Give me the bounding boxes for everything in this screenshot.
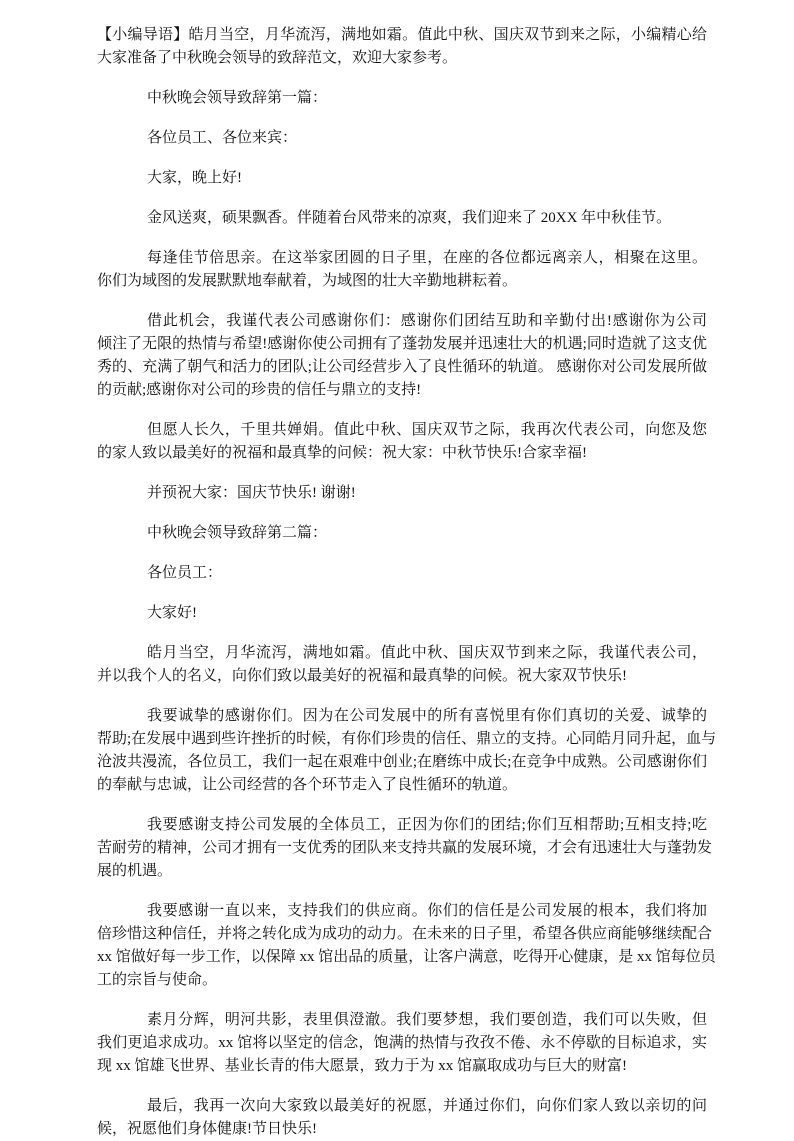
text-line: 素月分辉，明河共影，表里俱澄澈。我们要梦想，我们要创造，我们可以失败，但 <box>147 1012 707 1028</box>
text-line: 大家准备了中秋晚会领导的致辞范文，欢迎大家参考。 <box>97 50 458 66</box>
text-line: 帮助;在发展中遇到些许挫折的时候，有你们珍贵的信任、鼎立的支持。心同皓月同升起，血与 <box>97 731 717 747</box>
paragraph <box>97 705 717 797</box>
paragraph <box>97 900 716 992</box>
text-line: 中秋晚会领导致辞第一篇： <box>147 90 328 106</box>
paragraph <box>97 167 707 190</box>
text-line: 并预祝大家：国庆节快乐! 谢谢! <box>147 485 356 501</box>
text-line: 最后，我再一次向大家致以最美好的祝愿，并通过你们，向你们家人致以亲切的问 <box>147 1098 707 1114</box>
text-line: 但愿人长久，千里共婵娟。值此中秋、国庆双节之际，我再次代表公司，向您及您 <box>147 422 707 438</box>
paragraph <box>97 562 707 585</box>
text-line: 我们更追求成功。xx 馆将以坚定的信念，饱满的热情与孜孜不倦、永不停歇的目标追求，实 <box>97 1035 707 1051</box>
paragraph <box>97 1009 707 1078</box>
paragraph <box>97 87 707 110</box>
text-line: 各位员工： <box>147 565 223 581</box>
text-line: 候，祝愿他们身体健康!节日快乐! <box>97 1121 317 1137</box>
text-line: 秀的、充满了朝气和活力的团队;让公司经营步入了良性循环的轨道。 感谢你对公司发展所做 <box>97 359 707 375</box>
text-line: 苦耐劳的精神，公司才拥有一支优秀的团队来支持共赢的发展环境，才会有迅速壮大与蓬勃发 <box>97 840 713 856</box>
paragraph <box>97 642 707 688</box>
text-line: 的贡献;感谢你对公司的珍贵的信任与鼎立的支持! <box>97 382 422 398</box>
text-line: 中秋晚会领导致辞第二篇： <box>147 525 328 541</box>
text-line: 展的机遇。 <box>97 863 173 879</box>
paragraph <box>97 127 707 150</box>
text-line: 工的宗旨与使命。 <box>97 972 218 988</box>
paragraph <box>97 602 707 625</box>
text-line: 我要感谢一直以来，支持我们的供应商。你们的信任是公司发展的根本，我们将加 <box>147 903 707 919</box>
text-line: 我要感谢支持公司发展的全体员工，正因为你们的团结;你们互相帮助;互相支持;吃 <box>147 817 707 833</box>
document-body <box>97 24 717 1141</box>
text-line: 大家好! <box>147 605 197 621</box>
text-line: 的家人致以最美好的祝福和最真挚的问候：祝大家：中秋节快乐!合家幸福! <box>97 445 587 461</box>
text-line: 沧波共漫流，各位员工，我们一起在艰难中创业;在磨练中成长;在竞争中成熟。公司感谢你们 <box>97 754 707 770</box>
paragraph <box>97 1095 707 1141</box>
paragraph <box>97 419 707 465</box>
text-line: 倾注了无限的热情与希望!感谢你使公司拥有了蓬勃发展并迅速壮大的机遇;同时造就了这支优 <box>97 336 707 352</box>
text-line: 我要诚挚的感谢你们。因为在公司发展中的所有喜悦里有你们真切的关爱、诚挚的 <box>147 708 707 724</box>
paragraph <box>97 24 707 70</box>
paragraph <box>97 814 713 883</box>
text-line: xx 馆做好每一步工作，以保障 xx 馆出品的质量，让客户满意，吃得开心健康，是 xx 馆每位员 <box>97 949 716 965</box>
text-line: 你们为域图的发展默默地奉献着，为域图的壮大辛勤地耕耘着。 <box>97 273 518 289</box>
text-line: 每逢佳节倍思亲。在这举家团圆的日子里，在座的各位都远离亲人，相聚在这里。 <box>147 250 707 266</box>
text-line: 的奉献与忠诚，让公司经营的各个环节走入了良性循环的轨道。 <box>97 777 518 793</box>
text-line: 大家，晚上好! <box>147 170 242 186</box>
paragraph <box>97 310 707 402</box>
text-line: 倍珍惜这种信任，并将之转化成为成功的动力。在未来的日子里，希望各供应商能够继续配合 <box>97 926 713 942</box>
paragraph <box>97 482 707 505</box>
text-line: 并以我个人的名义，向你们致以最美好的祝福和最真挚的问候。祝大家双节快乐! <box>97 668 627 684</box>
text-line: 金风送爽，硕果飘香。伴随着台风带来的凉爽，我们迎来了 20XX 年中秋佳节。 <box>147 210 672 226</box>
text-line: 现 xx 馆雄飞世界、基业长青的伟大愿景，致力于为 xx 馆赢取成功与巨大的财富! <box>97 1058 627 1074</box>
text-line: 皓月当空，月华流泻，满地如霜。值此中秋、国庆双节到来之际，我谨代表公司， <box>147 645 707 661</box>
text-line: 借此机会，我谨代表公司感谢你们：感谢你们团结互助和辛勤付出!感谢你为公司 <box>147 313 707 329</box>
text-line: 【小编导语】皓月当空，月华流泻，满地如霜。值此中秋、国庆双节到来之际，小编精心给 <box>97 27 707 43</box>
paragraph <box>97 247 707 293</box>
paragraph <box>97 522 707 545</box>
text-line: 各位员工、各位来宾： <box>147 130 298 146</box>
paragraph <box>97 207 707 230</box>
